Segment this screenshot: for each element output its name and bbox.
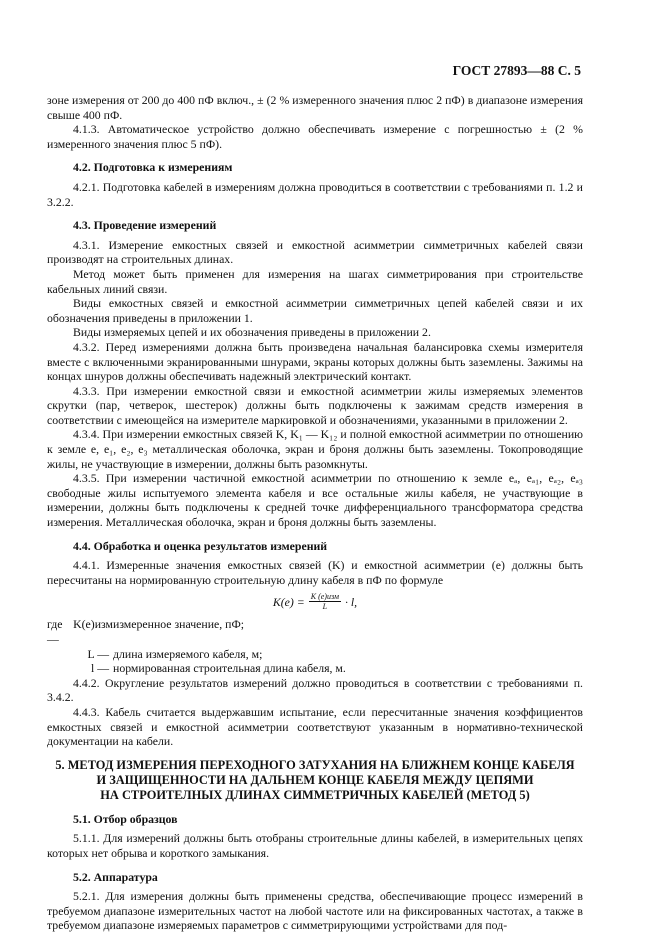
where-word: где K(e)изм —: [47, 617, 113, 646]
paragraph-4-3-2: 4.3.2. Перед измерениями должна быть произведена начальная балансировка схемы измерителя вместе с включенными экранированными шнурами, экраны которых должны быть заземлены. Зажимы на концах шнуров должны обеспечивать надежный электрический контакт.: [47, 339, 583, 384]
formula: [47, 592, 583, 611]
page-header: ГОСТ 27893—88 С. 5: [452, 63, 581, 78]
section-5-title-line-1: 5. МЕТОД ИЗМЕРЕНИЯ ПЕРЕХОДНОГО ЗАТУХАНИЯ НА БЛИЖНЕМ КОНЦЕ КАБЕЛЯ: [55, 757, 575, 772]
where-item-2-text: длина измеряемого кабеля, м;: [113, 646, 263, 661]
heading-4-4: 4.4. Обработка и оценка результатов измерений: [73, 538, 328, 553]
paragraph-4-4-1: 4.4.1. Измеренные значения емкостных связей (K) и емкостной асимметрии (e) должны быть пересчитаны на нормированную строительную длину кабеля в пФ по формуле: [47, 558, 583, 587]
paragraph-5-2-1: 5.2.1. Для измерения должны быть применены средства, обеспечивающие процесс измерений в требуемом диапазоне измерительных частот на любой частоте или на фиксированных частотах, а также в требуемом диапазоне измеряемых параметров с симметрирующими устройствами для под-: [47, 889, 583, 933]
paragraph-4-3-5: 4.3.5. При измерении частичной емкостной асимметрии по отношению к земле eₐ, eₐ₁, eₐ₂, eₐ₃ свободные жилы испытуемого элемента кабеля и все остальные жилы кабеля, не участвующие в измерении, должны быть подключены к средней точке дифференциального трансформатора средства измерения. Металлическая оболочка, экран и броня должны быть заземлены.: [47, 471, 583, 530]
paragraph-continuation: зоне измерения от 200 до 400 пФ включ., ± (2 % измеренного значения плюс 2 пФ) в диапазоне измерения свыше 400 пФ.: [47, 93, 583, 122]
section-5-title-line-2: И ЗАЩИЩЕННОСТИ НА ДАЛЬНЕМ КОНЦЕ КАБЕЛЯ МЕЖДУ ЦЕПЯМИ: [96, 772, 534, 787]
paragraph-4-3-1d: Виды измеряемых цепей и их обозначения приведены в приложении 2.: [73, 325, 431, 340]
formula-denominator: L: [322, 602, 328, 612]
paragraph-4-4-2: 4.4.2. Округление результатов измерений должно проводиться в соответствии с требованиями п. 3.4.2.: [47, 675, 583, 705]
paragraph-4-3-1c: Виды емкостных связей и емкостной асимметрии симметричных цепей кабелей связи и их обозначения приведены в приложении 1.: [47, 296, 583, 325]
paragraph-4-3-4: 4.3.4. При измерении емкостных связей K, K₁ — K₁₂ и полной емкостной асимметрии по отношению к земле e, e₁, e₂, e₃ металлическая оболочка, экран и броня должны быть заземлены. Токопроводящие жилы, не участвующие в измерении, должны быть разомкнуты.: [47, 427, 583, 471]
paragraph-4-3-1b: Метод может быть применен для измерения на шагах симметрирования при строительстве кабельных линий связи.: [47, 266, 583, 296]
where-item-3-text: нормированная строительная длина кабеля, м.: [113, 661, 346, 676]
document-body: [47, 93, 583, 933]
formula-lhs: K(e) =: [272, 594, 305, 609]
heading-5-1: 5.1. Отбор образцов: [73, 811, 178, 826]
formula-fraction: [309, 592, 341, 611]
where-item-2: [47, 647, 583, 662]
formula-numerator: K (e)изм: [310, 592, 339, 602]
where-item-1-text: измеренное значение, пФ;: [113, 617, 245, 632]
where-item-3: [47, 661, 583, 676]
heading-4-2: 4.2. Подготовка к измерениям: [73, 160, 233, 175]
paragraph-4-2-1: 4.2.1. Подготовка кабелей в измерениям должна проводиться в соответствии с требованиями п. 1.2 и 3.2.2.: [47, 179, 583, 209]
paragraph-4-3-1a: 4.3.1. Измерение емкостных связей и емкостной асимметрии симметричных кабелей связи производят на строительных длинах.: [47, 237, 583, 267]
where-item-2-symbol: L —: [87, 646, 109, 661]
paragraph-4-1-3: 4.1.3. Автоматическое устройство должно обеспечивать измерение с погрешностью ± (2 % измеренного значения плюс 5 пФ).: [47, 122, 583, 151]
section-5-title: [47, 758, 583, 803]
heading-4-3: 4.3. Проведение измерений: [73, 218, 217, 233]
section-5-title-line-3: НА СТРОИТЕЛНЫХ ДЛИНАХ СИММЕТРИЧНЫХ КАБЕЛЕЙ (МЕТОД 5): [100, 787, 530, 802]
paragraph-5-1-1: 5.1.1. Для измерений должны быть отобраны строительные длины кабелей, в измерительных цепях которых нет обрыва и короткого замыкания.: [47, 831, 583, 860]
where-item-1: [47, 617, 583, 646]
paragraph-4-4-3: 4.4.3. Кабель считается выдержавшим испытание, если пересчитанные значения коэффициентов емкостных связей и емкостной асимметрии соответствуют указанным в нормативно-технической документации на кабели.: [47, 704, 583, 749]
heading-5-2: 5.2. Аппаратура: [73, 869, 158, 884]
formula-rhs: · l,: [344, 594, 358, 609]
paragraph-4-3-3: 4.3.3. При измерении емкостной связи и емкостной асимметрии жилы измеряемых элементов скрутки (пар, четверок, шестерок) должны быть подключены к зажимам средств измерения в соответствии с имеющейся на измерителе маркировкой и обозначениями, указанными в приложении 2.: [47, 383, 583, 427]
where-item-3-symbol: l —: [90, 661, 109, 676]
